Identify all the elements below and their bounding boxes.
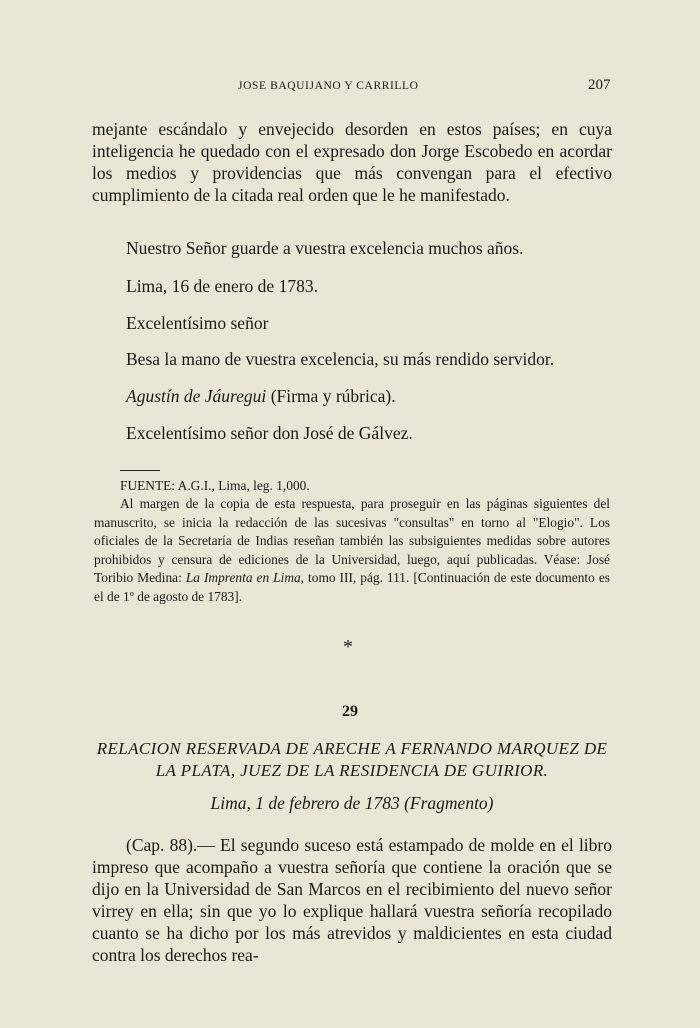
document-body: (Cap. 88).— El segundo suceso está estampado de molde en el libro impreso que acompaño a vuestra señoría que contiene la oración que se dijo en la Universidad de San Marcos en el recibimiento del nuevo señor virrey en ella; sin que yo lo explique hallará vuestra señoría recopilado cuanto se ha dicho por los más atrevidos y maldicientes en esta ciudad contra los derechos rea- [92, 835, 612, 965]
document-number: 29 [342, 703, 358, 720]
opening-paragraph: mejante escándalo y envejecido desorden en estos países; en cuya inteligencia he quedado con el expresado don Jorge Escobedo en acordar los medios y providencias que más convengan para el efectivo cumplimiento de la citada real orden que le he manifestado. [92, 119, 612, 205]
footnote-rule [120, 470, 160, 471]
page-number: 207 [588, 77, 611, 93]
letter-addressee: Excelentísimo señor don José de Gálvez. [126, 423, 413, 443]
letter-place-date: Lima, 16 de enero de 1783. [126, 276, 318, 296]
footnote-source: FUENTE: A.G.I., Lima, leg. 1,000. [120, 478, 310, 493]
document-subtitle: Lima, 1 de febrero de 1783 (Fragmento) [210, 793, 494, 813]
footnote-note-text: Al margen de la copia de esta respuesta, para proseguir en las páginas siguientes del manuscrito, se inicia la redacción de las sucesivas "consultas" en torno al "Elogio". Los oficiales de la Secretaría de Indias reseñan también las subsiguientes medidas sobre autores prohibidos y censura de ediciones de la Universidad, luego, aquí publicadas. Véase: José Toribio Medina: [94, 496, 610, 585]
letter-signature [126, 386, 396, 407]
document-title: RELACION RESERVADA DE ARECHE A FERNANDO MARQUEZ DE LA PLATA, JUEZ DE LA RESIDENCIA DE GUIRIOR. [96, 739, 608, 780]
letter-greeting: Nuestro Señor guarde a vuestra excelencia muchos años. [126, 238, 524, 258]
signer-name: Agustín de Jáuregui [126, 386, 267, 406]
section-separator: * [343, 636, 353, 658]
footnote-note-continuation: tomo III, pág. 111. [Continuación de este documento es el de 1º de agosto de 1783]. [94, 570, 610, 604]
footnote-book-title: La Imprenta en Lima, [185, 570, 305, 585]
footnote-note [94, 495, 610, 606]
letter-salutation: Excelentísimo señor [126, 313, 269, 333]
letter-closing: Besa la mano de vuestra excelencia, su más rendido servidor. [126, 349, 555, 369]
signer-note: (Firma y rúbrica). [270, 386, 396, 406]
running-header: JOSE BAQUIJANO Y CARRILLO [238, 80, 419, 92]
